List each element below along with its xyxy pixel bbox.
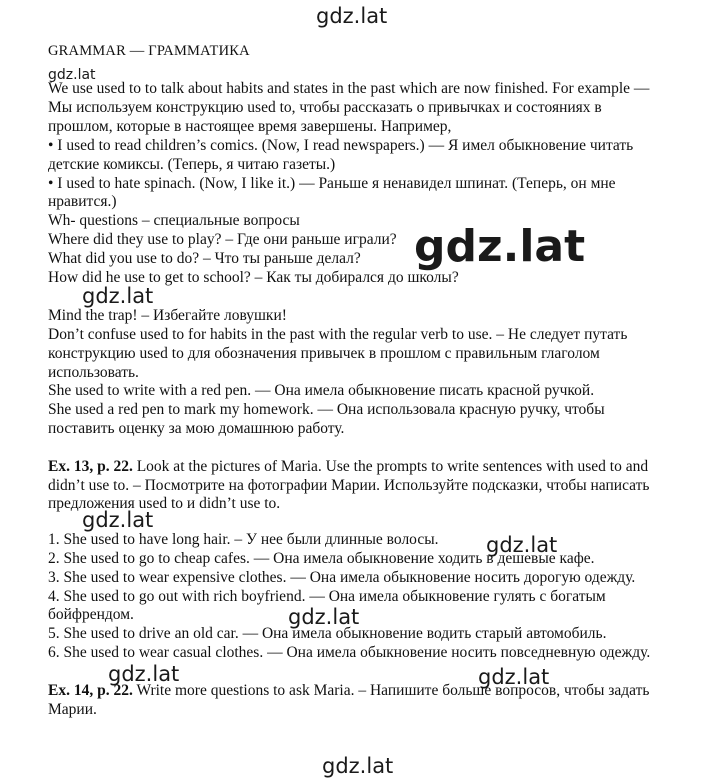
- watermark-small: gdz.lat: [48, 67, 96, 83]
- watermark: gdz.lat: [82, 284, 154, 308]
- text-line: Don’t confuse used to for habits in the past with the regular verb to use. – Не следует путать: [48, 326, 628, 343]
- answer-line: 4. She used to go out with rich boyfriend. — Она имела обыкновение гулять с богатым: [48, 588, 606, 605]
- answer-line: 6. She used to wear casual clothes. — Она имела обыкновение носить повседневную одежду.: [48, 644, 651, 661]
- text-line: We use used to to talk about habits and states in the past which are now finished. For example —: [48, 80, 650, 97]
- text-line: Where did they use to play? – Где они раньше играли?: [48, 231, 397, 248]
- answer-line: 5. She used to drive an old car. — Она имела обыкновение водить старый автомобиль.: [48, 625, 607, 642]
- text-line: предложения used to и didn’t use to.: [48, 495, 281, 512]
- text-line: • I used to read children’s comics. (Now, I read newspapers.) — Я имел обыкновение читать: [48, 137, 634, 154]
- text-line: прошлом, которые в настоящее время завершены. Например,: [48, 118, 452, 135]
- text-line: использовать.: [48, 364, 139, 381]
- text-line: She used to write with a red pen. — Она имела обыкновение писать красной ручкой.: [48, 382, 595, 399]
- text-line: How did he use to get to school? – Как ты добирался до школы?: [48, 269, 459, 286]
- text-line: What did you use to do? – Что ты раньше делал?: [48, 250, 361, 267]
- answer-line: 2. She used to go to cheap cafes. — Она имела обыкновение ходить в дешевые кафе.: [48, 550, 595, 567]
- watermark-large: gdz.lat: [414, 221, 586, 272]
- watermark: gdz.lat: [108, 662, 180, 686]
- text-line: She used a red pen to mark my homework. — Она использовала красную ручку, чтобы: [48, 401, 605, 418]
- exercise-13-prompt: [48, 458, 648, 476]
- exercise-13-label: Ex. 13, p. 22.: [48, 458, 133, 475]
- exercise-14-prompt: [48, 682, 649, 700]
- text-line: Mind the trap! – Избегайте ловушки!: [48, 307, 287, 324]
- watermark: gdz.lat: [486, 533, 558, 557]
- text-line: поставить оценку за мою домашнюю работу.: [48, 420, 345, 437]
- watermark: gdz.lat: [478, 665, 550, 689]
- watermark: gdz.lat: [288, 605, 360, 629]
- watermark-top: gdz.lat: [316, 4, 388, 28]
- text-line: • I used to hate spinach. (Now, I like it.) — Раньше я ненавидел шпинат. (Теперь, он мне: [48, 175, 616, 192]
- text-line: Мы используем конструкцию used to, чтобы рассказать о привычках и состояниях в: [48, 99, 602, 116]
- watermark: gdz.lat: [82, 508, 154, 532]
- answer-line: 3. She used to wear expensive clothes. — Она имела обыкновение носить дорогую одежду.: [48, 569, 636, 586]
- answer-line: 1. She used to have long hair. – У нее были длинные волосы.: [48, 531, 439, 548]
- text-line: Wh- questions – специальные вопросы: [48, 212, 300, 229]
- text-line: Write more questions to ask Maria. – Напишите больше вопросов, чтобы задать: [132, 682, 650, 699]
- watermark-bottom: gdz.lat: [322, 754, 394, 778]
- text-line: детские комиксы. (Теперь, я читаю газеты.): [48, 156, 336, 173]
- text-line: нравится.): [48, 193, 117, 210]
- answer-line: бойфрендом.: [48, 606, 134, 623]
- section-heading: GRAMMAR — ГРАММАТИКА: [48, 43, 250, 59]
- text-line: конструкцию used to для обозначения привычек в прошлом с правильным глаголом: [48, 345, 600, 362]
- text-line: Марии.: [48, 701, 97, 718]
- exercise-14-label: Ex. 14, p. 22.: [48, 682, 133, 699]
- text-line: Look at the pictures of Maria. Use the prompts to write sentences with used to and: [132, 458, 649, 475]
- text-line: didn’t use to. – Посмотрите на фотографии Марии. Используйте подсказки, чтобы написать: [48, 477, 650, 494]
